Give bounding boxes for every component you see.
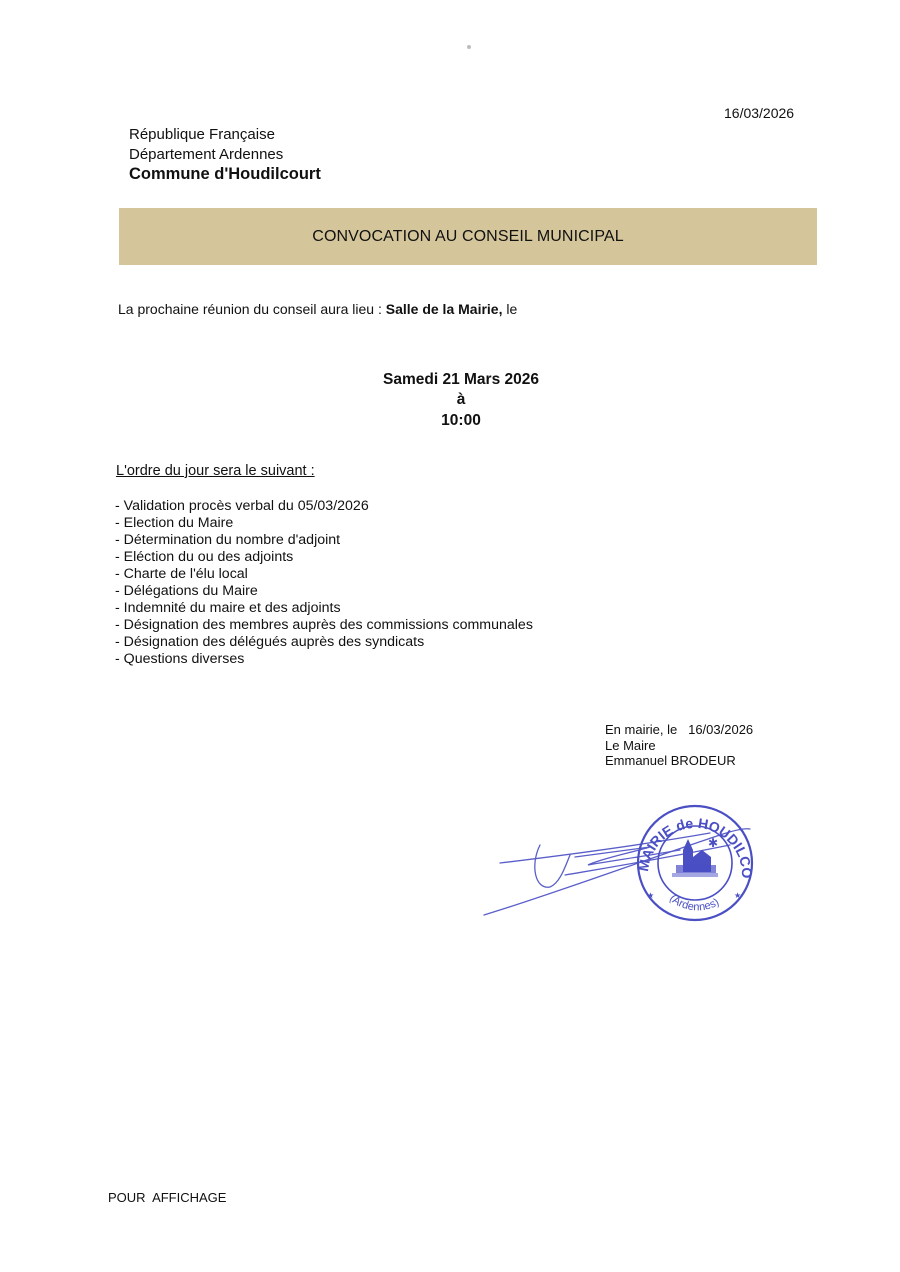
agenda-item: - Eléction du ou des adjoints: [115, 549, 294, 565]
agenda-item: - Indemnité du maire et des adjoints: [115, 600, 341, 616]
stamp-bottom-text: (Ardennes): [667, 892, 722, 914]
stamp-star-icon: ✱: [708, 836, 719, 850]
stamp-top-text: MAIRIE de HOUDILCO: [634, 814, 756, 879]
header-departement: Département Ardennes: [129, 146, 284, 163]
title-banner: [119, 208, 817, 265]
stamp-star-right-icon: ★: [734, 891, 742, 900]
agenda-item: - Validation procès verbal du 05/03/2026: [115, 498, 369, 514]
agenda-item: - Désignation des délégués auprès des syndicats: [115, 634, 425, 650]
official-stamp: [480, 795, 780, 940]
header-commune: Commune d'Houdilcourt: [129, 165, 321, 183]
stamp-and-signature-graphic: [480, 795, 780, 935]
stamp-seal: [480, 795, 755, 920]
agenda-item: - Charte de l'élu local: [115, 566, 248, 582]
meeting-time: 10:00: [441, 412, 481, 429]
document-date: 16/03/2026: [724, 105, 795, 121]
agenda-item: - Délégations du Maire: [115, 583, 258, 599]
stamp-star-left-icon: ★: [647, 891, 655, 900]
meeting-place: Salle de la Mairie,: [385, 301, 503, 317]
intro-prefix: La prochaine réunion du conseil aura lieu :: [118, 301, 386, 317]
meeting-intro: [118, 301, 517, 317]
intro-suffix: le: [502, 301, 518, 317]
signature-name: Emmanuel BRODEUR: [605, 753, 736, 768]
signature-title: Le Maire: [605, 737, 656, 753]
signature-block: [605, 722, 753, 769]
footer-notice: POUR AFFICHAGE: [108, 1190, 227, 1205]
document-title: CONVOCATION AU CONSEIL MUNICIPAL: [312, 227, 624, 245]
agenda-heading: L'ordre du jour sera le suivant :: [116, 463, 315, 479]
agenda-item: - Questions diverses: [115, 651, 245, 667]
scan-speck: [467, 45, 471, 49]
agenda-item: - Election du Maire: [115, 515, 234, 531]
meeting-day: Samedi 21 Mars 2026: [383, 371, 539, 388]
agenda-item: - Désignation des membres auprès des commissions communales: [115, 617, 533, 633]
signature-date-line: En mairie, le 16/03/2026: [605, 722, 754, 737]
meeting-connector: à: [456, 391, 466, 408]
agenda-list: [115, 498, 533, 668]
header-republique: République Française: [129, 126, 275, 143]
agenda-item: - Détermination du nombre d'adjoint: [115, 532, 341, 548]
